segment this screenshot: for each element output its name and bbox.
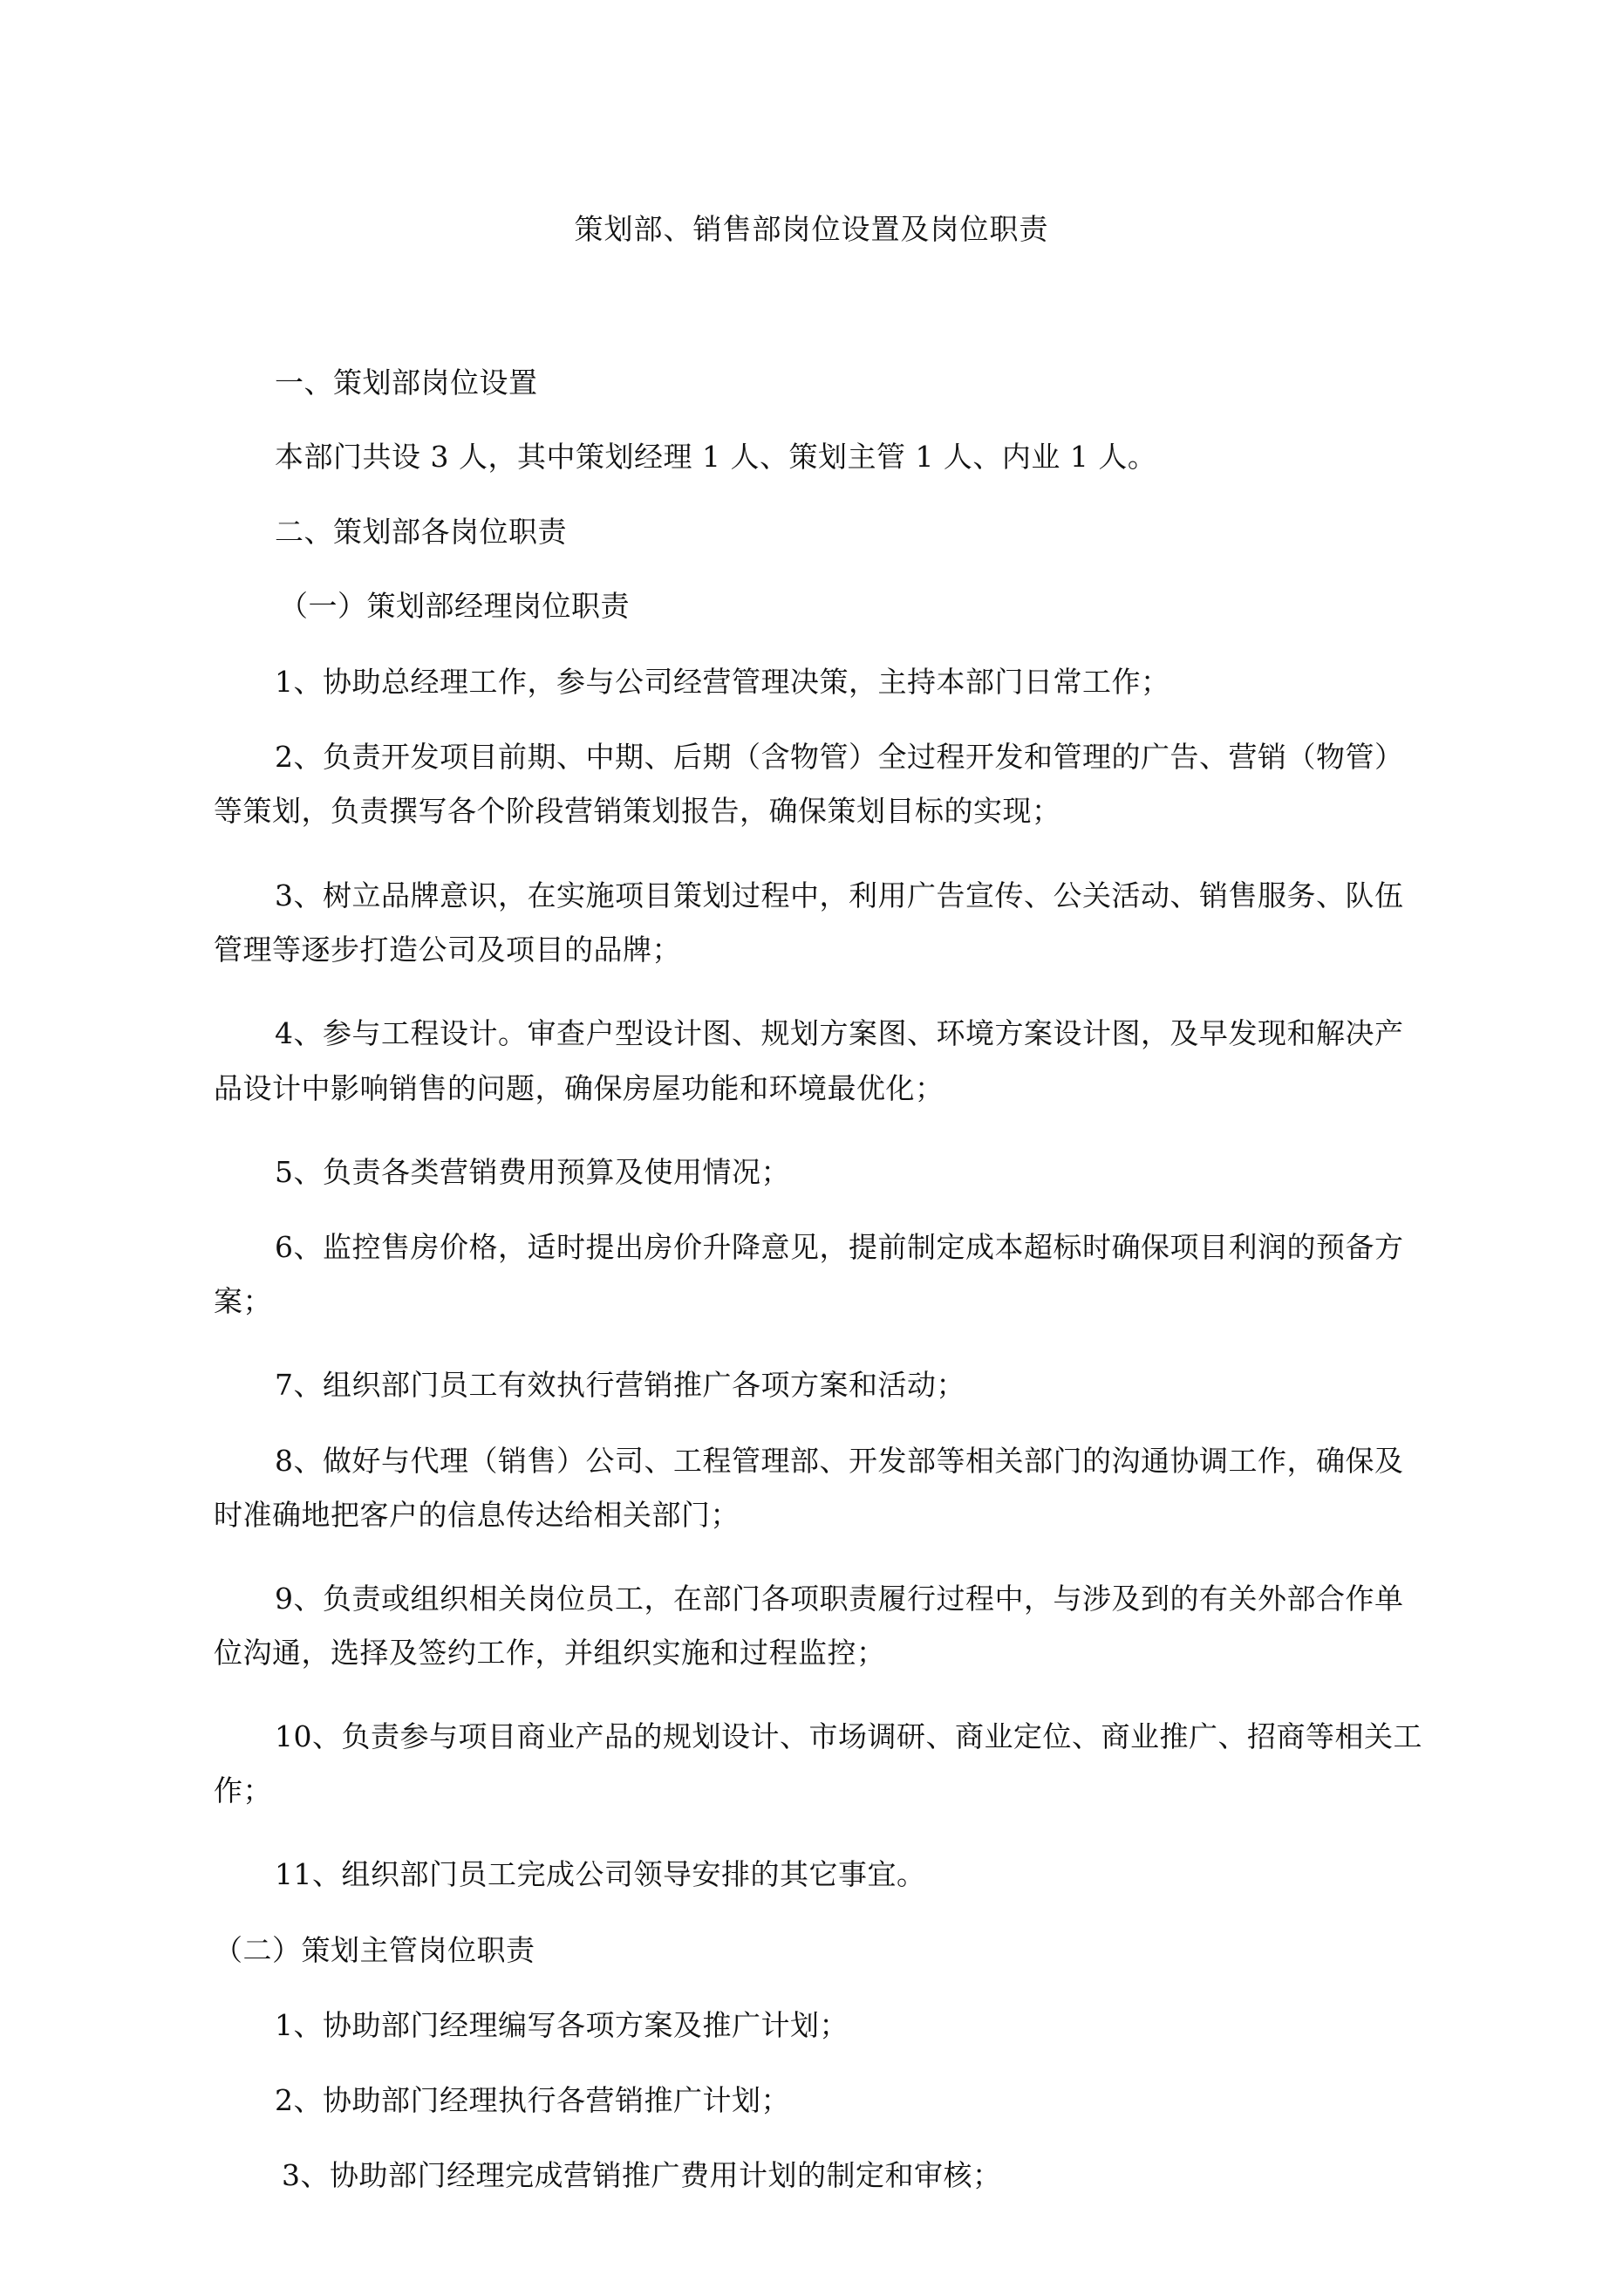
supervisor-duty-item-3: 3、协助部门经理完成营销推广费用计划的制定和审核；: [282, 2158, 1002, 2192]
document-title: 策划部、销售部岗位设置及岗位职责: [574, 212, 1049, 246]
duty-item-10-line-1: 10、负责参与项目商业产品的规划设计、市场调研、商业定位、商业推广、招商等相关工: [275, 1719, 1422, 1753]
duty-item-3-line-2: 管理等逐步打造公司及项目的品牌；: [214, 933, 681, 967]
duty-item-2-line-2: 等策划，负责撰写各个阶段营销策划报告，确保策划目标的实现；: [214, 794, 1061, 828]
supervisor-duty-item-1: 1、协助部门经理编写各项方案及推广计划；: [275, 2008, 849, 2042]
duty-item-7: 7、组织部门员工有效执行营销推广各项方案和活动；: [275, 1368, 965, 1402]
duty-item-6-line-1: 6、监控售房价格，适时提出房价升降意见，提前制定成本超标时确保项目利润的预备方: [275, 1230, 1404, 1264]
duty-item-10-line-2: 作；: [214, 1773, 272, 1807]
duty-item-3-line-1: 3、树立品牌意识，在实施项目策划过程中，利用广告宣传、公关活动、销售服务、队伍: [275, 878, 1404, 912]
paragraph-staffing: 本部门共设 3 人，其中策划经理 1 人、策划主管 1 人、内业 1 人。: [275, 440, 1157, 474]
duty-item-2-line-1: 2、负责开发项目前期、中期、后期（含物管）全过程开发和管理的广告、营销（物管）: [275, 740, 1404, 774]
duty-item-4-line-2: 品设计中影响销售的问题，确保房屋功能和环境最优化；: [214, 1071, 944, 1105]
duty-item-4-line-1: 4、参与工程设计。审查户型设计图、规划方案图、环境方案设计图，及早发现和解决产: [275, 1016, 1404, 1050]
section-heading-planning-positions: 一、策划部岗位设置: [275, 366, 538, 400]
duty-item-6-line-2: 案；: [214, 1284, 272, 1318]
duty-item-8-line-1: 8、做好与代理（销售）公司、工程管理部、开发部等相关部门的沟通协调工作，确保及: [275, 1444, 1404, 1478]
duty-item-5: 5、负责各类营销费用预算及使用情况；: [275, 1155, 790, 1189]
duty-item-1: 1、协助总经理工作，参与公司经营管理决策，主持本部门日常工作；: [275, 665, 1170, 699]
duty-item-9-line-2: 位沟通，选择及签约工作，并组织实施和过程监控；: [214, 1636, 886, 1670]
supervisor-duty-item-2: 2、协助部门经理执行各营销推广计划；: [275, 2083, 790, 2117]
duty-item-8-line-2: 时准确地把客户的信息传达给相关部门；: [214, 1498, 740, 1532]
subsection-heading-manager-duties: （一）策划部经理岗位职责: [279, 589, 630, 623]
duty-item-9-line-1: 9、负责或组织相关岗位员工，在部门各项职责履行过程中，与涉及到的有关外部合作单: [275, 1582, 1404, 1616]
duty-item-11: 11、组织部门员工完成公司领导安排的其它事宜。: [275, 1857, 926, 1891]
section-heading-planning-duties: 二、策划部各岗位职责: [275, 515, 567, 549]
subsection-heading-supervisor-duties: （二）策划主管岗位职责: [214, 1933, 535, 1967]
